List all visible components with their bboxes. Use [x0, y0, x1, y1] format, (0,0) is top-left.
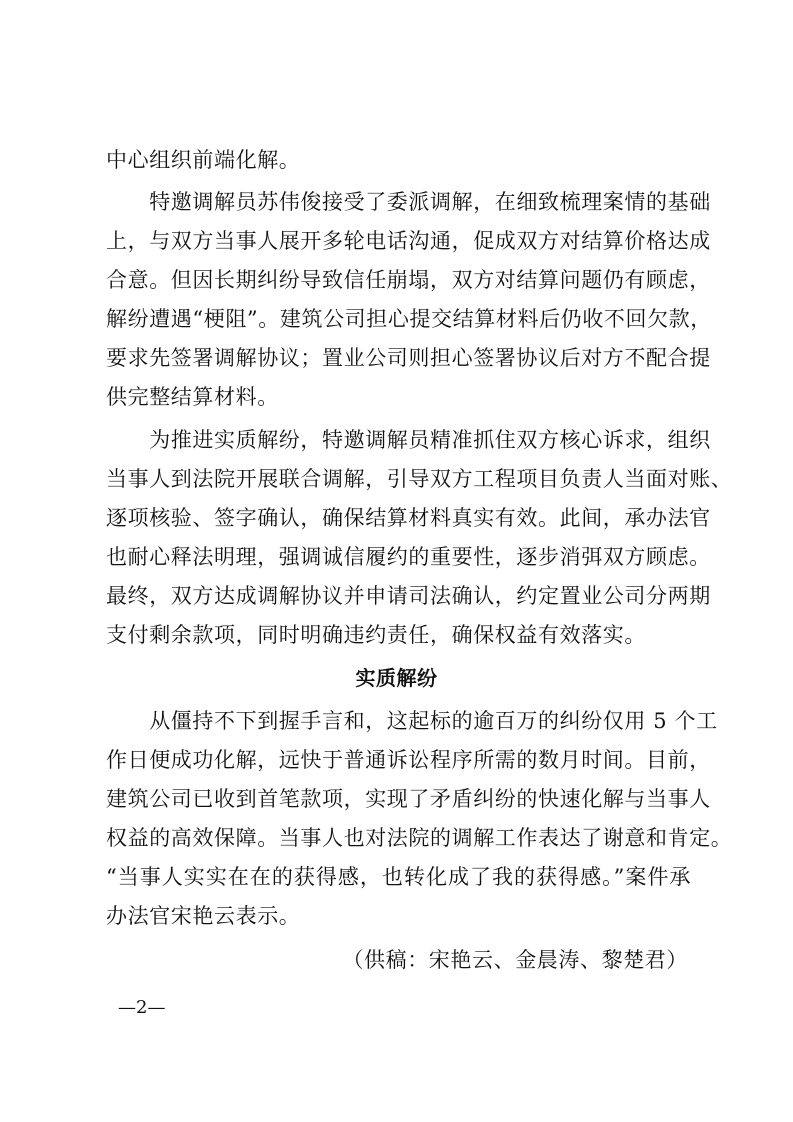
paragraph-4-line-3: 建筑公司已收到首笔款项，实现了矛盾纠纷的快速化解与当事人	[106, 787, 711, 811]
paragraph-1-line-1: 中心组织前端化解。	[106, 148, 301, 172]
credit-line: （供稿：宋艳云、金晨涛、黎楚君）	[342, 948, 688, 972]
paragraph-2-line-5: 要求先签署调解协议；置业公司则担心签署协议后对方不配合提	[106, 346, 711, 370]
paragraph-3-line-2: 当事人到法院开展联合调解，引导双方工程项目负责人当面对账、	[106, 467, 733, 491]
paragraph-4-line-6: 办法官宋艳云表示。	[106, 904, 301, 928]
paragraph-2-line-1: 特邀调解员苏伟俊接受了委派调解，在细致梳理案情的基础	[106, 190, 711, 214]
paragraph-3-line-4: 也耐心释法明理，强调诚信履约的重要性，逐步消弭双方顾虑。	[106, 545, 711, 569]
paragraph-4-line-4: 权益的高效保障。当事人也对法院的调解工作表达了谢意和肯定。	[106, 826, 733, 850]
paragraph-2-line-4: 解纷遭遇“梗阻”。建筑公司担心提交结算材料后仍收不回欠款，	[106, 307, 712, 331]
paragraph-2-line-2: 上，与双方当事人展开多轮电话沟通，促成双方对结算价格达成	[106, 229, 711, 253]
paragraph-3-line-5: 最终，双方达成调解协议并申请司法确认，约定置业公司分两期	[106, 584, 711, 608]
paragraph-3-line-3: 逐项核验、签字确认，确保结算材料真实有效。此间，承办法官	[106, 506, 711, 530]
paragraph-4-line-5: “当事人实实在在的获得感，也转化成了我的获得感。”案件承	[106, 865, 691, 889]
paragraph-4-line-1: 从僵持不下到握手言和，这起标的逾百万的纠纷仅用 5 个工	[106, 709, 718, 733]
section-heading: 实质解纷	[355, 666, 438, 690]
paragraph-2-line-3: 合意。但因长期纠纷导致信任崩塌，双方对结算问题仍有顾虑，	[106, 268, 711, 292]
paragraph-4-line-2: 作日便成功化解，远快于普通诉讼程序所需的数月时间。目前，	[106, 748, 711, 772]
paragraph-3-line-1: 为推进实质解纷，特邀调解员精准抓住双方核心诉求，组织	[106, 428, 711, 452]
paragraph-2-line-6: 供完整结算材料。	[106, 385, 279, 409]
paragraph-3-line-6: 支付剩余款项，同时明确违约责任，确保权益有效落实。	[106, 623, 646, 647]
page-number: —2—	[118, 997, 166, 1018]
